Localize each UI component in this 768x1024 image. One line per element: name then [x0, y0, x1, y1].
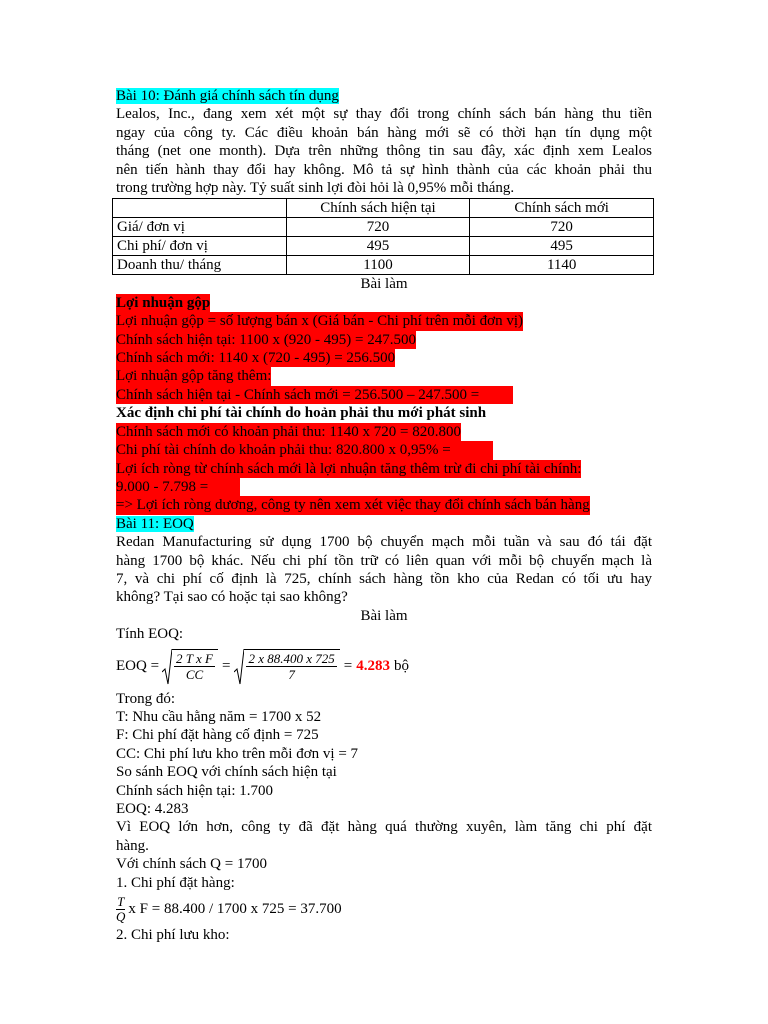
table-cell: 495 [470, 237, 654, 256]
table-cell: Doanh thu/ tháng [113, 256, 287, 275]
eoq-result: 4.283 [356, 658, 390, 675]
table-cell: 495 [286, 237, 470, 256]
sqrt-symbol [162, 648, 218, 686]
eoq-fraction-2 [246, 651, 336, 682]
table-cell: Giá/ đơn vị [113, 218, 287, 237]
table-cell: 720 [286, 218, 470, 237]
finance-line: Lợi ích ròng từ chính sách mới là lợi nhuận tăng thêm trừ đi chi phí tài chính: [116, 460, 582, 477]
table-header-cell [113, 199, 287, 218]
table-header-row [113, 199, 654, 218]
conclusion-line: Vì EOQ lớn hơn, công ty đã đặt hàng quá thường xuyên, làm tăng chi phí đặt [116, 819, 652, 836]
eoq-fraction-1 [174, 651, 215, 682]
radicand [244, 649, 339, 682]
finance-line: => Lợi ích ròng dương, công ty nên xem xét việc thay đổi chính sách bán hàng [116, 497, 590, 514]
calc-label: Tính EOQ: [116, 626, 184, 643]
order-fraction [116, 895, 125, 924]
table-cell: Chi phí/ đơn vị [113, 237, 287, 256]
where-line: Chính sách hiện tại: 1.700 [116, 782, 274, 799]
bai10-para-line: trong trường hợp này. Tỷ suất sinh lợi đòi hỏi là 0,95% mỗi tháng. [116, 180, 515, 197]
where-line: T: Nhu cầu hằng năm = 1700 x 52 [116, 708, 322, 725]
gross-line: Chính sách hiện tại: 1100 x (920 - 495) = 247.500 [116, 331, 416, 348]
fraction-numerator: 2 x 88.400 x 725 [248, 650, 335, 666]
fraction-denominator: CC [185, 666, 204, 682]
finance-line: Chính sách mới có khoản phải thu: 1140 x 720 = 820.800 [116, 423, 461, 440]
holding-label: 2. Chi phí lưu kho: [116, 927, 230, 944]
bai10-para-line: nên tiến hành thay đổi hay không. Mô tả sự hình thành của các khoản phải thu [116, 161, 652, 178]
radical-icon [162, 648, 172, 686]
sqrt-symbol [234, 648, 339, 686]
fraction-denominator: Q [116, 908, 126, 924]
bai11-para-line: 7, và chi phí cố định là 725, chính sách hàng tồn kho của Redan có tối ưu hay [116, 570, 652, 587]
equals-sign: = [222, 658, 231, 675]
bai10-para-line: tháng (net one month). Dựa trên những thông tin sau đây, xác định xem Lealos [116, 143, 652, 160]
gross-line: Lợi nhuận gộp = số lượng bán x (Giá bán - Chi phí trên mỗi đơn vị) [116, 313, 523, 330]
equals-sign: = [343, 658, 353, 675]
table-cell: 1100 [286, 256, 470, 275]
gross-line: Chính sách hiện tại - Chính sách mới = 256.500 – 247.500 = [116, 386, 652, 404]
bai11-title: Bài 11: EOQ [116, 515, 194, 532]
radical-icon [234, 648, 244, 686]
where-line: EOQ: 4.283 [116, 801, 189, 817]
where-line: So sánh EOQ với chính sách hiện tại [116, 764, 337, 781]
finance-line: Chi phí tài chính do khoản phải thu: 820.800 x 0,95% = [116, 441, 652, 459]
solution-label: Bài làm [360, 607, 408, 624]
finance-heading: Xác định chi phí tài chính do hoản phải thu mới phát sinh [116, 405, 487, 422]
conclusion-line: hàng. [116, 837, 149, 854]
finance-line: 9.000 - 7.798 = [116, 478, 652, 496]
where-line: Trong đó: [116, 690, 176, 707]
order-formula-rest: x F = 88.400 / 1700 x 725 = 37.700 [128, 900, 342, 917]
gross-line: Lợi nhuận gộp tăng thêm: [116, 368, 272, 385]
fraction-numerator: T [117, 893, 125, 909]
table-header-cell: Chính sách mới [470, 199, 654, 218]
where-line: F: Chi phí đặt hàng cố định = 725 [116, 727, 319, 744]
radicand [172, 649, 218, 682]
bai11-para-line: không? Tại sao có hoặc tại sao không? [116, 589, 348, 606]
bai10-para-line: Lealos, Inc., đang xem xét một sự thay đổi trong chính sách bán hàng thu tiền [116, 106, 652, 123]
table-header-cell: Chính sách hiện tại [286, 199, 470, 218]
fraction-denominator: 7 [288, 666, 295, 682]
solution-label: Bài làm [360, 276, 408, 293]
bai10-title: Bài 10: Đánh giá chính sách tín dụng [116, 88, 339, 104]
eoq-unit: bộ [394, 658, 409, 675]
table-row [113, 218, 654, 237]
fraction-numerator: 2 T x F [176, 650, 214, 666]
eoq-lhs: EOQ = [116, 658, 160, 675]
table-row [113, 237, 654, 256]
bai11-para-line: hàng 1700 bộ khác. Nếu chi phí tồn trữ có liên quan với mỗi bộ chuyển mạch là [116, 552, 652, 569]
eoq-formula [116, 644, 652, 690]
bai11-para-line: Redan Manufacturing sử dụng 1700 bộ chuyển mạch mỗi tuần và sau đó tái đặt [116, 534, 652, 551]
where-line: CC: Chi phí lưu kho trên mỗi đơn vị = 7 [116, 745, 359, 762]
order-cost-label: 1. Chi phí đặt hàng: [116, 874, 235, 891]
policy-table [112, 198, 654, 275]
gross-line: Chính sách mới: 1140 x (720 - 495) = 256.500 [116, 350, 396, 367]
table-cell: 720 [470, 218, 654, 237]
bai10-para-line: ngay của công ty. Các điều khoản bán hàng mới sẽ có thời hạn tín dụng một [116, 124, 652, 141]
document-body [116, 87, 652, 944]
order-cost-formula [116, 892, 652, 926]
gross-heading: Lợi nhuận gộp [116, 294, 211, 311]
table-cell: 1140 [470, 256, 654, 275]
q-line: Với chính sách Q = 1700 [116, 856, 267, 873]
table-row [113, 256, 654, 275]
